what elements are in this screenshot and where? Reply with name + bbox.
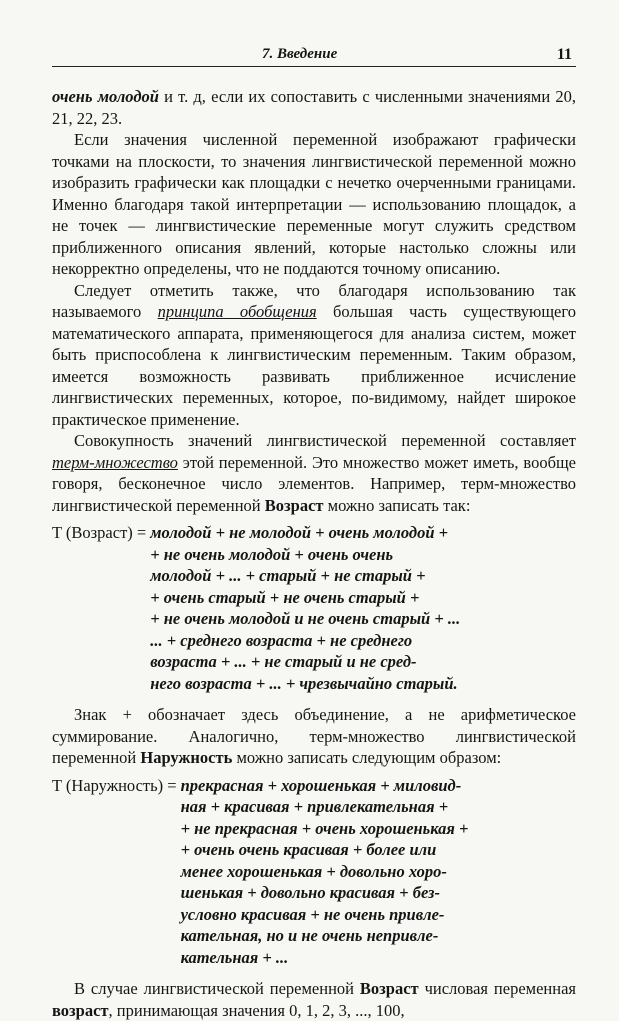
paragraph-3 — [52, 430, 576, 516]
formula-line: + очень очень красивая + более или — [180, 840, 437, 859]
formula-line: ная + красивая + привлекательная + — [180, 797, 449, 816]
formula-appearance — [52, 775, 576, 969]
formula-line: шенькая + довольно красивая + без- — [180, 883, 440, 902]
paragraph-text: Совокупность значений лингвистической переменной составляет — [74, 431, 576, 450]
formula-body — [146, 522, 460, 694]
formula-label: T (Возраст) = — [52, 523, 147, 542]
formula-line: + не прекрасная + очень хорошенькая + — [180, 818, 469, 838]
variable-name: Возраст — [264, 495, 324, 515]
variable-name: Возраст — [359, 979, 419, 998]
formula-line: кательная, но и не очень непривле- — [180, 926, 439, 945]
paragraph-text: и т. д, если их сопоставить с численными значениями 20, 21, 22, 23. — [52, 87, 576, 128]
page-number: 11 — [556, 46, 572, 63]
paragraph-0 — [52, 86, 576, 129]
body-text — [52, 86, 576, 1021]
paragraph-text: числовая переменная — [418, 979, 576, 998]
paragraph-2 — [52, 280, 576, 431]
formula-line: прекрасная + хорошенькая + миловид- — [180, 775, 462, 795]
formula-line: условно красивая + не очень привле- — [180, 904, 445, 924]
paragraph-text: Знак + обозначает здесь объединение, а не арифметическое суммирование. Аналогично, терм-множество лингвистической переменной — [52, 705, 576, 767]
paragraph-4 — [52, 704, 576, 769]
paragraph-text: можно записать следующим образом: — [232, 748, 502, 767]
paragraph-5 — [52, 978, 576, 1021]
underlined-term: принципа обобщения — [157, 302, 317, 321]
paragraph-text: большая часть существующего математического аппарата, применяющегося для анализа систем, может быть приспособлена к лингвистическим переменным. Таким образом, имеется возможность развивать приближенное исчисление лингвистических переменных, которое, по-видимому, найдет широкое практическое применение. — [52, 302, 576, 429]
paragraph-text: В случае лингвистической переменной — [74, 979, 360, 998]
formula-label: T (Наружность) = — [52, 775, 177, 795]
formula-age — [52, 522, 576, 694]
paragraph-text: можно записать так: — [323, 495, 471, 515]
formula-line: + не очень молодой + очень очень — [150, 544, 394, 564]
variable-name: Наружность — [140, 748, 233, 767]
formula-line: менее хорошенькая + довольно хоро- — [180, 861, 447, 881]
underlined-term: терм-множество — [52, 452, 178, 472]
running-title: 7. Введение — [262, 46, 338, 62]
formula-line: + очень старый + не очень старый + — [150, 587, 420, 607]
formula-line: ... + среднего возраста + не среднего — [150, 630, 413, 650]
paragraph-text: Следует отметить также, что благодаря использованию так называемого — [52, 280, 576, 321]
formula-line: молодой + ... + старый + не старый + — [150, 566, 426, 585]
italic-term: очень молодой — [52, 87, 159, 106]
formula-line: молодой + не молодой + очень молодой + — [150, 523, 449, 542]
paragraph-text: этой переменной. Это множество может иметь, вообще говоря, бесконечное число элементов. Например, терм-множество лингвистической переменной — [52, 452, 576, 515]
formula-body — [177, 775, 469, 969]
page-header — [52, 46, 576, 67]
formula-line: кательная + ... — [180, 947, 289, 967]
formula-line: возраста + ... + не старый и не сред- — [150, 652, 417, 671]
paragraph-text: , принимающая значения 0, 1, 2, 3, ..., 100, — [108, 1000, 405, 1020]
variable-name: возраст — [52, 1000, 109, 1020]
formula-line: + не очень молодой и не очень старый + ... — [150, 609, 461, 628]
formula-line: него возраста + ... + чрезвычайно старый. — [150, 673, 458, 693]
paragraph-1: Если значения численной переменной изображают графически точками на плоскости, то значения лингвистической переменной можно изобразить графически как площадки с нечетко очерченными границами. Именно благодаря такой интерпретации — использованию площадок, а не точек — лингвистические переменные могут служить средством приближенного описания явлений, которые настолько сложны или некорректно определены, что не поддаются точному описанию. — [52, 130, 576, 278]
